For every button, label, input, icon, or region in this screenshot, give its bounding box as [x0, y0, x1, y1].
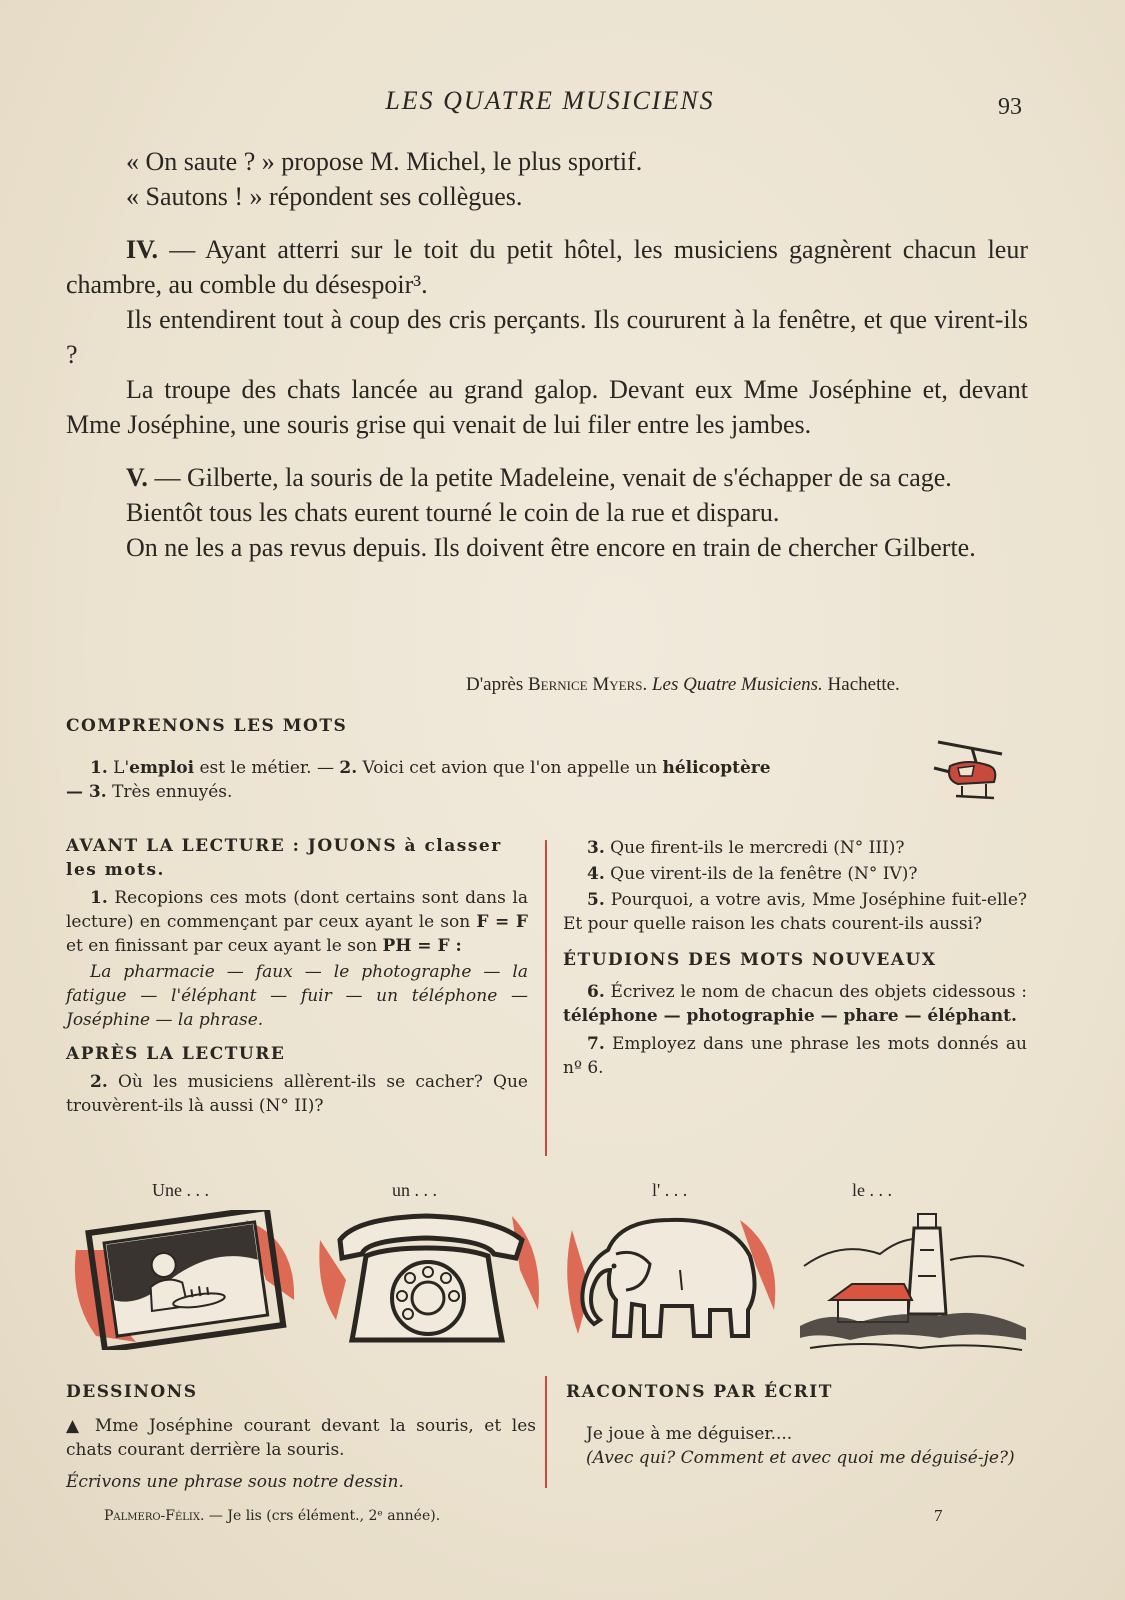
- exercise-4: [563, 862, 1027, 886]
- exercise-1: [66, 886, 528, 958]
- story-section-5: [66, 460, 1028, 495]
- credit-title: Les Quatre Musiciens.: [651, 674, 823, 695]
- exercise-6: [563, 980, 1027, 1028]
- column-divider: [545, 840, 547, 1156]
- text: Mme Joséphine courant devant la souris, et les chats courant derrière la souris.: [66, 1416, 536, 1460]
- section-heading: COMPRENONS LES MOTS: [66, 716, 348, 736]
- triangle-icon: ▲: [66, 1416, 85, 1436]
- page-number: 93: [998, 94, 1022, 120]
- credit-prefix: D'après: [466, 674, 528, 695]
- label-photo: Une . . .: [152, 1180, 209, 1200]
- left-column: [66, 834, 528, 1118]
- item-number: 1.: [90, 758, 108, 778]
- story-text: [66, 144, 1028, 565]
- item-number: 4.: [587, 864, 605, 884]
- item-number: 2.: [339, 758, 358, 778]
- section-heading: DESSINONS: [66, 1382, 198, 1402]
- dessinons-text: [66, 1414, 536, 1462]
- item-number: 2.: [90, 1072, 108, 1092]
- story-paragraph: On ne les a pas revus depuis. Ils doivent être encore en train de chercher Gilberte.: [126, 533, 976, 562]
- exercise-5: [563, 888, 1027, 936]
- credit-author: Bernice Myers.: [527, 674, 648, 695]
- story-section-4: [66, 232, 1028, 302]
- section-text: — Gilberte, la souris de la petite Madeleine, venait de s'échapper de sa cage.: [147, 463, 952, 492]
- label-elephant: l' . . .: [652, 1180, 688, 1200]
- text: Recopions ces mots (dont certains sont dans la lecture) en commençant par ceux ayant le son: [66, 888, 528, 932]
- definitions: [66, 756, 916, 804]
- label-telephone: un . . .: [392, 1180, 437, 1200]
- item-number: 3.: [587, 838, 605, 858]
- text: est le métier. —: [194, 758, 340, 778]
- item-number: 1.: [90, 888, 108, 908]
- story-line: « Sautons ! » répondent ses collègues.: [126, 182, 523, 211]
- keyword-list: téléphone — photographie — phare — éléphant.: [563, 1006, 1017, 1026]
- helicopter-illustration: [928, 736, 1028, 812]
- source-credit: [466, 674, 1026, 696]
- story-paragraph: Bientôt tous les chats eurent tourné le coin de la rue et disparu.: [126, 498, 780, 527]
- item-number: 6.: [587, 982, 605, 1002]
- text: Employez dans une phrase les mots donnés au nº 6.: [563, 1034, 1027, 1078]
- story-line: « On saute ? » propose M. Michel, le plus sportif.: [126, 147, 643, 176]
- right-column: [563, 834, 1027, 1080]
- footer-title: — Je lis (crs élément., 2ᵉ année).: [204, 1508, 441, 1524]
- exercise-3: [563, 836, 1027, 860]
- story-paragraph: Ils entendirent tout à coup des cris perçants. Ils coururent à la fenêtre, et que virent-ils ?: [66, 305, 1028, 369]
- etudions-heading: ÉTUDIONS DES MOTS NOUVEAUX: [563, 950, 937, 970]
- keyword: PH = F :: [382, 936, 462, 956]
- section-heading: RACONTONS PAR ÉCRIT: [566, 1382, 833, 1402]
- racontons-section: [566, 1382, 1036, 1470]
- text: L': [107, 758, 130, 778]
- dessinons-instruction: Écrivons une phrase sous notre dessin.: [66, 1472, 404, 1492]
- section-text: — Ayant atterri sur le toit du petit hôtel, les musiciens gagnèrent chacun leur chambre, au comble du désespoir³.: [66, 235, 1028, 299]
- item-number: 5.: [587, 890, 605, 910]
- item-number: 7.: [587, 1034, 605, 1054]
- text: Que firent-ils le mercredi (N° III)?: [604, 838, 905, 858]
- section-number: V.: [126, 463, 148, 492]
- apres-heading: APRÈS LA LECTURE: [66, 1044, 286, 1064]
- photograph-illustration: [66, 1210, 306, 1350]
- racontons-text: Je joue à me déguiser....: [586, 1424, 793, 1444]
- telephone-illustration: [316, 1210, 546, 1350]
- word-list: La pharmacie — faux — le photographe — la fatigue — l'éléphant — fuir — un téléphone — Joséphine — la phrase.: [66, 962, 528, 1030]
- racontons-prompt: (Avec qui? Comment et avec quoi me déguisé-je?): [586, 1448, 1015, 1468]
- label-phare: le . . .: [852, 1180, 892, 1200]
- item-number: — 3.: [66, 782, 107, 802]
- elephant-illustration: [560, 1210, 785, 1350]
- running-title: LES QUATRE MUSICIENS: [385, 86, 715, 115]
- credit-publisher: Hachette.: [822, 674, 900, 695]
- text: Très ennuyés.: [106, 782, 233, 802]
- text: Où les musiciens allèrent-ils se cacher? Que trouvèrent-ils là aussi (N° II)?: [66, 1072, 528, 1116]
- column-divider-bottom: [545, 1376, 547, 1488]
- text: Que virent-ils de la fenêtre (N° IV)?: [604, 864, 918, 884]
- text: et en finissant par ceux ayant le son: [66, 936, 383, 956]
- section-number: IV.: [126, 235, 159, 264]
- text: Écrivez le nom de chacun des objets cidessous :: [604, 982, 1027, 1002]
- dessinons-section: [66, 1382, 536, 1494]
- keyword: F = F: [476, 912, 528, 932]
- text: Pourquoi, a votre avis, Mme Joséphine fuit-elle? Et pour quelle raison les chats courent-ils aussi?: [563, 890, 1027, 934]
- footer: [104, 1508, 440, 1524]
- avant-heading: AVANT LA LECTURE : JOUONS à classer les mots.: [66, 836, 502, 880]
- signature-mark: 7: [934, 1506, 943, 1525]
- exercise-7: [563, 1032, 1027, 1080]
- footer-author: Palmero-Félix.: [104, 1508, 205, 1524]
- comprenons-section: [66, 716, 966, 804]
- story-paragraph: La troupe des chats lancée au grand galop. Devant eux Mme Joséphine et, devant Mme Joséphine, une souris grise qui venait de lui filer entre les jambes.: [66, 375, 1028, 439]
- keyword: hélicoptère: [662, 758, 771, 778]
- lighthouse-illustration: [800, 1210, 1030, 1360]
- exercise-2: [66, 1070, 528, 1118]
- keyword: emploi: [129, 758, 195, 778]
- text: Voici cet avion que l'on appelle un: [357, 758, 663, 778]
